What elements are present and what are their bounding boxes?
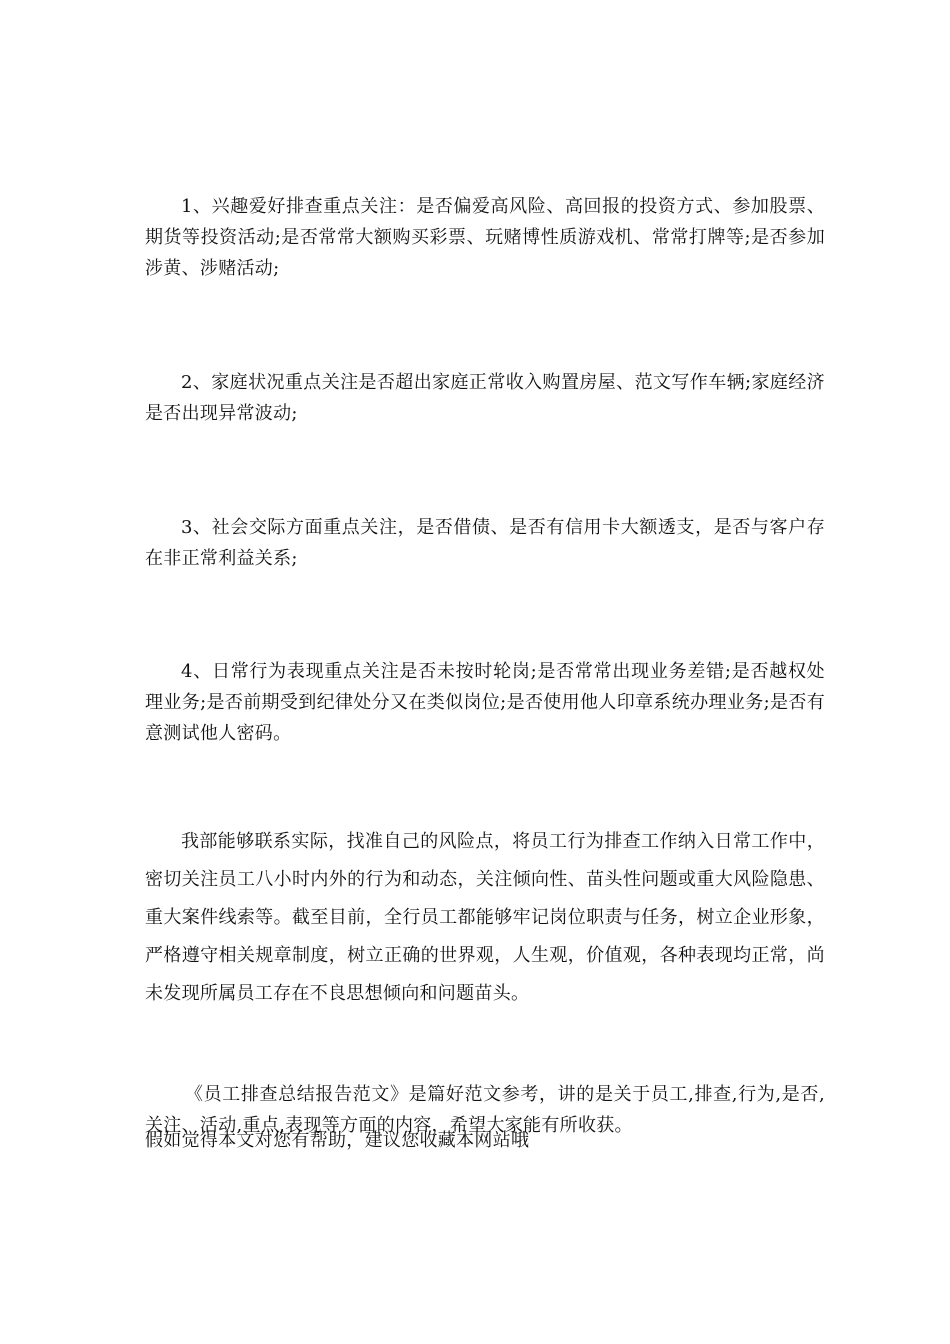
paragraph-article-note: 《员工排查总结报告范文》是篇好范文参考，讲的是关于员工,排查,行为,是否,关注、活动,重点,表现等方面的内容，希望大家能有所收获。 bbox=[145, 1084, 825, 1136]
paragraph-family: 2、家庭状况重点关注是否超出家庭正常收入购置房屋、范文写作车辆;家庭经济是否出现异常波动; bbox=[145, 372, 825, 424]
footer-note: 假如觉得本文对您有帮助，建议您收藏本网站哦 bbox=[145, 1130, 530, 1151]
paragraph-daily-behavior: 4、日常行为表现重点关注是否未按时轮岗;是否常常出现业务差错;是否越权处理业务;是否前期受到纪律处分又在类似岗位;是否使用他人印章系统办理业务;是否有意测试他人密码。 bbox=[145, 661, 825, 744]
paragraph-summary: 我部能够联系实际，找准自己的风险点，将员工行为排查工作纳入日常工作中，密切关注员工八小时内外的行为和动态，关注倾向性、苗头性问题或重大风险隐患、重大案件线索等。截至目前，全行员工都能够牢记岗位职责与任务，树立企业形象，严格遵守相关规章制度，树立正确的世界观，人生观，价值观，各种表现均正常，尚未发现所属员工存在不良思想倾向和问题苗头。 bbox=[145, 831, 825, 1004]
paragraph-social: 3、社会交际方面重点关注，是否借债、是否有信用卡大额透支，是否与客户存在非正常利益关系; bbox=[145, 517, 825, 569]
paragraph-hobbies: 1、兴趣爱好排查重点关注：是否偏爱高风险、高回报的投资方式、参加股票、期货等投资活动;是否常常大额购买彩票、玩赌博性质游戏机、常常打牌等;是否参加涉黄、涉赌活动; bbox=[145, 196, 825, 279]
